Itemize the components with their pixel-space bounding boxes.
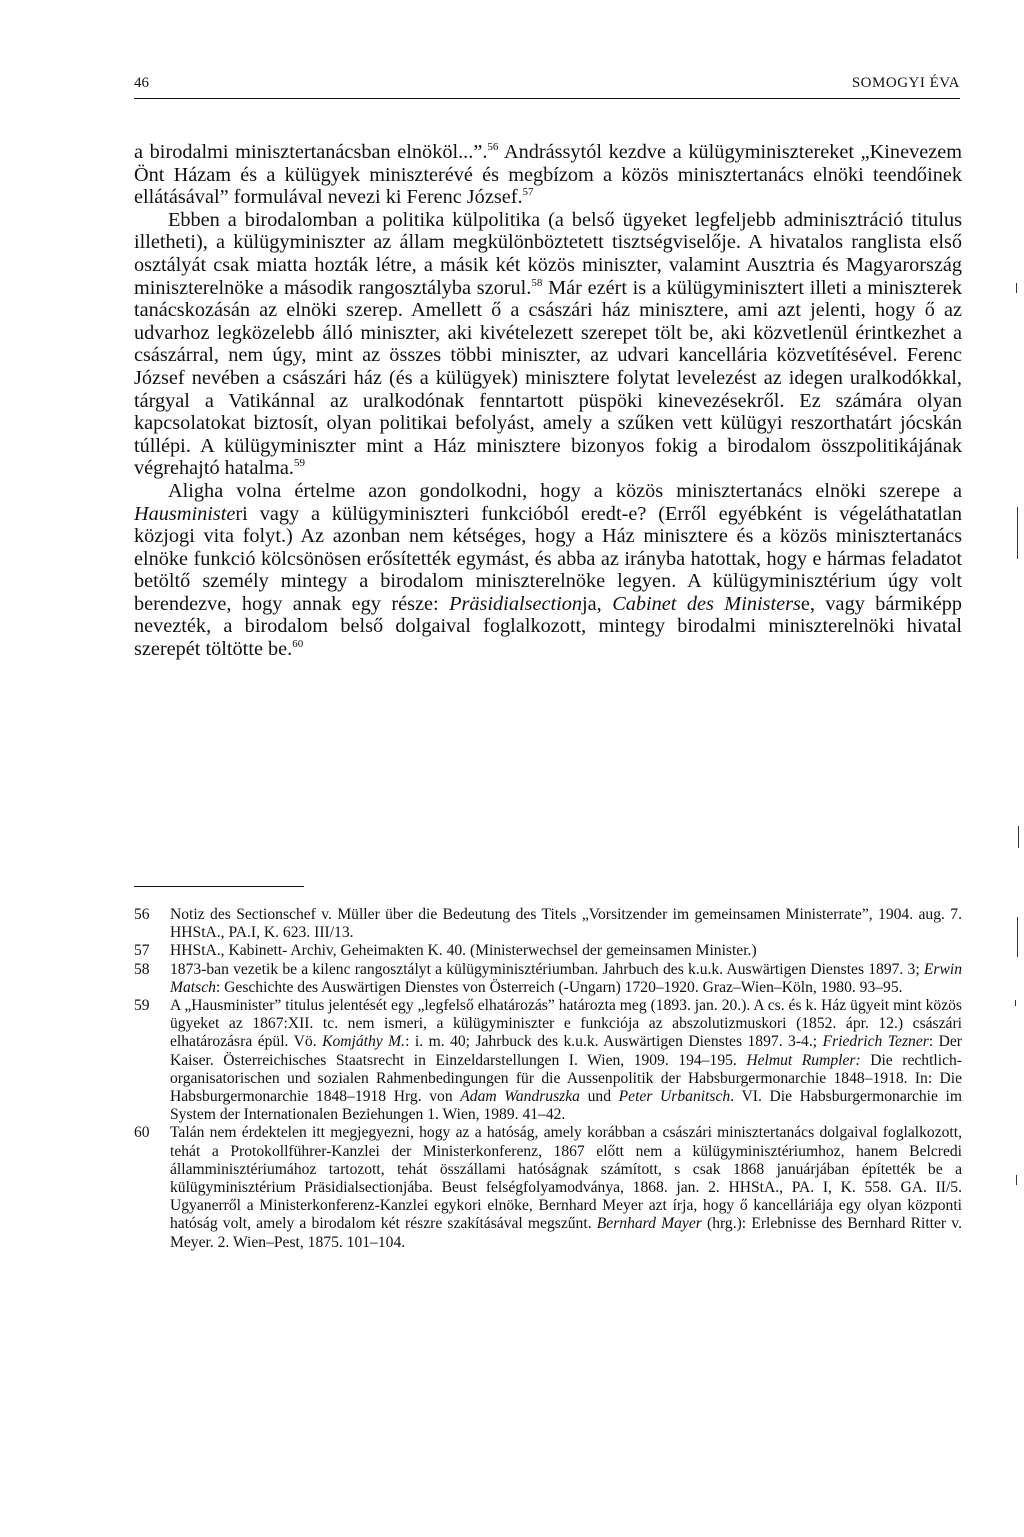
- footnote-ref-58: 58: [531, 276, 543, 289]
- footnote-57: [134, 942, 962, 960]
- text-run: Már ezért is a külügyminisztert illeti a miniszterek tanácskozásán az elnöki szerep. Amellett ő a császári ház minisztere, ami azt jelenti, hogy ő az udvarhoz legközelebb álló miniszter, aki kivételezett szerepet tölt be, aki közvetlenül érintkezhet a császárral, nem úgy, mint az összes többi miniszter, az udvari kancellária közvetítésével. Ferenc József nevében a császári ház (és a külügyek) minisztere folytat levelezést az idegen uralkodókkal, tárgyal a Vatikánnal az uralkodónak fenntartott püspöki kinevezésekről. Ez számára olyan kapcsolatokat biztosít, olyan politikai befolyást, amely a szűken vett külügyi reszorthatárt jócskán túllépi. A külügyminiszter mint a Ház minisztere bizonyos fokig a birodalom összpolitikájának végrehajtó hatalma.: [134, 276, 962, 480]
- text-run: ri vagy a külügyminiszteri funkcióból eredt-e? (Erről egyébként is végeláthatatlan közjogi vita folyt.) Az azonban nem kétséges, hogy a Ház minisztere és a közös minisztertanács elnöke funkció kölcsönösen erősítették egymást, és abba az irányba hatottak, hogy e hármas feladatot betöltő személy mintegy a birodalom miniszterelnöke legyen. A külügyminisztérium úgy volt berendezve, hogy annak egy része:: [134, 502, 962, 615]
- author-running-head: SOMOGYI ÉVA: [851, 75, 960, 91]
- footnote-56: [134, 906, 962, 942]
- paragraph-2: [134, 209, 962, 480]
- footnote-number: 56: [134, 906, 150, 923]
- text-run: Ebben a birodalomban a politika külpolitika (a belső ügyeket legfeljebb adminisztráció titulus illetheti), a külügyminiszter az állam megkülönböztetett tisztségviselője. A hivatalos ranglista első osztályát csak miatta hozták létre, a másik két közös miniszter, valamint Ausztria és Magyarország miniszterelnöke a második rangosztályba szorul.: [134, 208, 962, 299]
- margin-mark: [1016, 1175, 1017, 1185]
- footnote-number: 58: [134, 960, 150, 978]
- footnote-text: : Der Kaiser. Österreichisches Staatsrecht in Einzeldarstellungen I. Wien, 1909. 194–195.: [170, 1033, 962, 1069]
- author-name: Helmut Rumpler:: [746, 1051, 861, 1069]
- italic-term: Hausministe: [134, 502, 236, 525]
- footnote-text: A „Hausminister” titulus jelentését egy „legfelső elhatározás” határozta meg (1893. jan. 20.). A cs. és k. Ház ügyeit mint közös ügyeket az 1867:XII. tc. nem ismeri, a külügyminiszter e funkciója az abszolutizmuskori (1852. ápr. 12.) császári elhatározásra épül. Vö.: [170, 997, 962, 1051]
- text-run: a birodalmi minisztertanácsban elnököl...”.: [134, 141, 488, 163]
- paragraph-3: [134, 480, 962, 661]
- footnote-ref-56: 56: [487, 141, 499, 154]
- footnote-text: HHStA., Kabinett- Archiv, Geheimakten K. 40. (Ministerwechsel der gemeinsamen Minister.): [170, 942, 757, 960]
- text-run: Aligha volna értelme azon gondolkodni, hogy a közös minisztertanács elnöki szerepe a: [168, 479, 962, 502]
- footnote-58: [134, 961, 962, 997]
- margin-mark: [1015, 1000, 1016, 1006]
- footnote-number: 57: [134, 942, 150, 960]
- author-name: Bernhard Mayer: [596, 1215, 702, 1233]
- footnote-text: (hrg.): Erlebnisse des Bernhard Ritter v. Meyer. 2. Wien–Pest, 1875. 101–104.: [170, 1215, 962, 1251]
- italic-term: Präsidialsection: [449, 592, 583, 615]
- author-name: Friedrich Tezner: [822, 1033, 929, 1051]
- running-header: [134, 68, 960, 99]
- main-text: [134, 141, 962, 661]
- margin-mark: [1017, 507, 1018, 559]
- footnote-text: 1873-ban vezetik be a kilenc rangosztályt a külügyminisztériumban. Jahrbuch des k.u.k. Auswärtigen Dienstes 1897. 3;: [170, 960, 924, 978]
- author-name: Peter Urbanitsch: [618, 1088, 731, 1106]
- page-number: 46: [134, 75, 149, 91]
- footnote-text: und: [579, 1088, 619, 1106]
- footnote-text: Notiz des Sectionschef v. Müller über die Bedeutung des Titels „Vorsitzender im gemeinsamen Ministerrate”, 1904. aug. 7. HHStA., PA.I, K. 623. III/13.: [170, 906, 962, 942]
- footnote-text: : Geschichte des Auswärtigen Dienstes von Österreich (-Ungarn) 1720–1920. Graz–Wien–Köln, 1980. 93–95.: [215, 978, 903, 996]
- footnote-60: [134, 1124, 962, 1251]
- footnote-number: 60: [134, 1124, 150, 1142]
- margin-mark: [1018, 826, 1019, 848]
- author-name: Komjáthy M.: [322, 1033, 406, 1051]
- margin-mark: [1016, 283, 1017, 293]
- italic-term: Cabinet des Ministers: [612, 592, 801, 615]
- footnote-ref-60: 60: [292, 638, 304, 651]
- footnote-number: 59: [134, 997, 150, 1015]
- footnote-text: . VI. Die Habsburgermonarchie im System der Internationalen Beziehungen 1. Wien, 1989. 41–42.: [170, 1088, 963, 1124]
- footnote-ref-57: 57: [522, 186, 534, 199]
- footnote-59: [134, 997, 962, 1124]
- text-run: Andrássytól kezdve a külügyminisztereket „Kinevezem Önt Házam és a külügyek miniszterévé és megbízom a közös minisztertanács elnöki teendőinek ellátásával” formulával nevezi ki Ferenc József.: [134, 141, 962, 209]
- text-run: ja,: [582, 592, 613, 615]
- text-run: e, vagy bármiképp nevezték, a birodalom belső dolgaival foglalkozott, mintegy birodalmi miniszterelnöki hivatal szerepét töltötte be.: [134, 592, 963, 661]
- footnote-text: Talán nem érdektelen itt megjegyezni, hogy az a hatóság, amely korábban a császári minisztertanács dolgaival foglalkozott, tehát a Protokollführer-Kanzlei der Ministerkonferenz, 1867 előtt nem a külügyminisztériumhoz, hanem Belcredi államminisztériumához tartozott, tehát összállami hatóságnak számított, s csak 1868 januárjában építették be a külügyminisztérium Präsidialsectionjába. Beust felségfolyamodványa, 1868. jan. 2. HHStA., PA. I, K. 558. GA. II/5. Ugyanerről a Ministerkonferenz-Kanzlei egykori elnöke, Bernhard Meyer azt írja, hogy ő kancelláriája egy olyan központi hatóság volt, amely a birodalom két részre szakításával megszűnt.: [170, 1124, 962, 1233]
- paragraph-1: [134, 141, 962, 209]
- author-name: Adam Wandruszka: [460, 1088, 580, 1106]
- footnote-text: Die rechtlich-organisatorischen und sozialen Rahmenbedingungen für die Aussenpolitik der Habsburgermonarchie 1848–1918. In: Die Habsburgermonarchie 1848–1918 Hrg. von: [170, 1051, 963, 1106]
- footnotes: [134, 906, 962, 1252]
- footnote-ref-59: 59: [293, 457, 305, 470]
- author-name: Erwin Matsch: [170, 960, 962, 996]
- footnote-text: : i. m. 40; Jahrbuck des k.u.k. Auswärtigen Dienstes 1897. 3-4.;: [405, 1033, 823, 1051]
- footnote-separator: [134, 886, 304, 887]
- margin-mark: [1017, 917, 1018, 957]
